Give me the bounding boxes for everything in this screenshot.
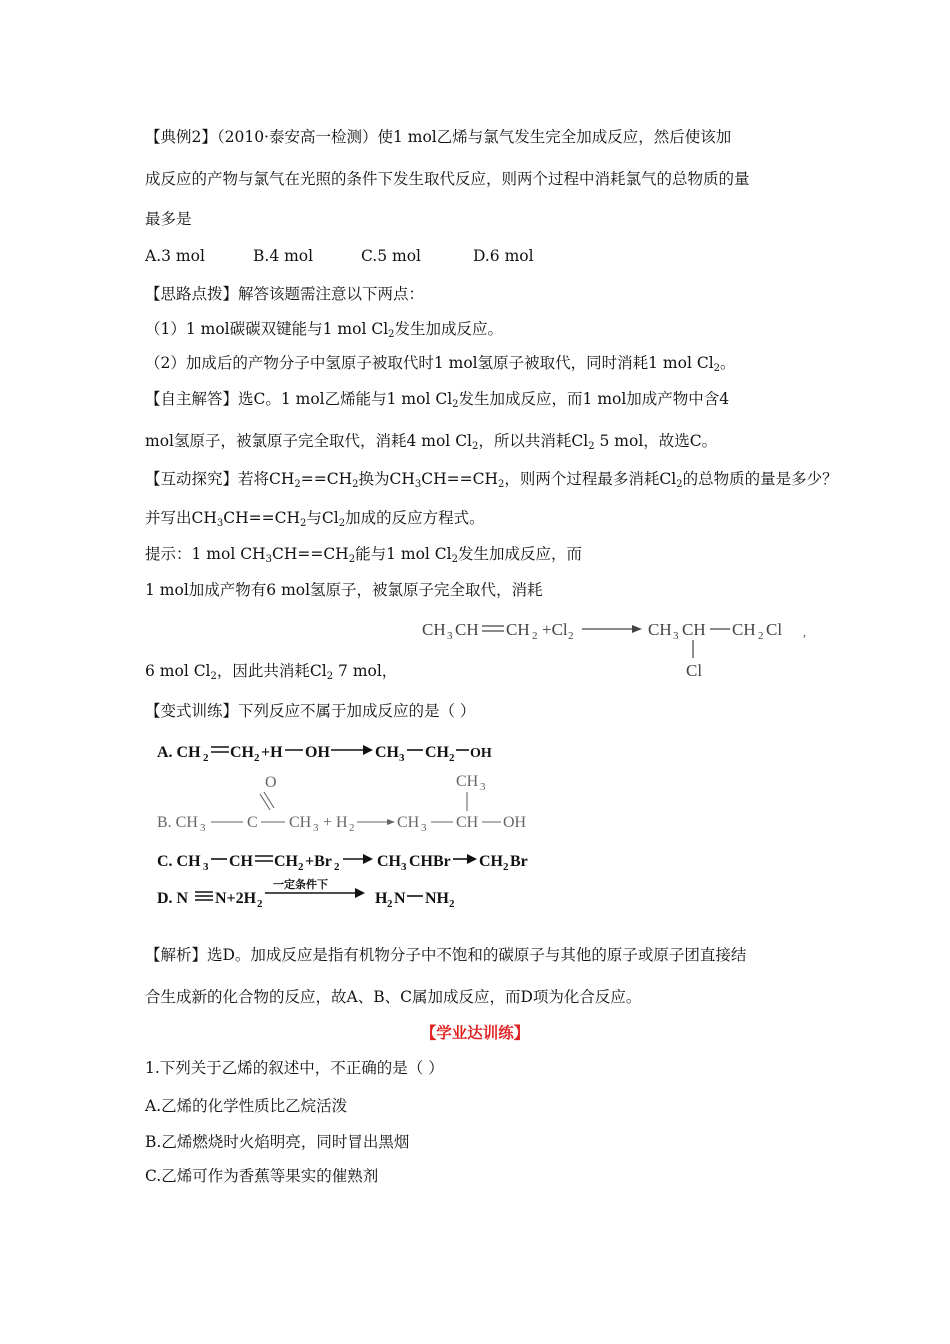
- svg-text:3: 3: [447, 630, 453, 642]
- svg-text:CH: CH: [289, 814, 312, 831]
- addition-equation-figure: [420, 614, 815, 684]
- choice-a: A.3 mol: [145, 247, 205, 265]
- svg-text:B. CH: B. CH: [157, 814, 198, 831]
- analysis-line-1: 【解析】选D。加成反应是指有机物分子中不饱和的碳原子与其他的原子或原子团直接结: [145, 946, 747, 964]
- svg-text:2: 2: [257, 898, 263, 910]
- variant-option-c: [157, 846, 537, 874]
- choice-d: D.6 mol: [473, 247, 534, 265]
- section-title: 【学业达训练】: [420, 1023, 530, 1042]
- svg-text:2: 2: [334, 861, 340, 873]
- svg-text:C. CH: C. CH: [157, 853, 201, 870]
- svg-text:OH: OH: [503, 814, 527, 831]
- svg-text:CH: CH: [456, 773, 479, 790]
- svg-text:CH: CH: [422, 620, 446, 639]
- svg-text:CH: CH: [682, 620, 706, 639]
- svg-text:3: 3: [313, 822, 319, 834]
- choice-c: C.5 mol: [361, 247, 422, 265]
- svg-text:3: 3: [200, 822, 206, 834]
- svg-text:CH: CH: [397, 814, 420, 831]
- explore-line-3: 提示：1 mol $CH_3CH==CH_2$能与1 mol $Cl_2$发生加成反应，而: [145, 545, 582, 565]
- svg-text:2: 2: [532, 630, 538, 642]
- explore-line-4: 1 mol加成产物有6 mol氢原子，被氯原子完全取代，消耗: [145, 581, 543, 599]
- svg-text:+Cl: +Cl: [542, 620, 568, 639]
- svg-text:CH: CH: [455, 620, 479, 639]
- svg-text:C: C: [247, 814, 258, 831]
- svg-text:CH: CH: [230, 744, 254, 761]
- svg-text:CH: CH: [506, 620, 530, 639]
- svg-text:3: 3: [673, 630, 679, 642]
- svg-text:Cl: Cl: [766, 620, 783, 639]
- svg-text:2: 2: [203, 752, 209, 764]
- svg-text:+ H: + H: [323, 814, 348, 831]
- svg-text:N: N: [394, 890, 406, 907]
- svg-text:2: 2: [568, 630, 574, 642]
- question-1-option-a: A.乙烯的化学性质比乙烷活泼: [145, 1097, 348, 1115]
- svg-text:3: 3: [480, 781, 486, 793]
- example-line-3: 最多是: [145, 210, 192, 228]
- svg-text:CHBr: CHBr: [409, 853, 451, 870]
- variant-option-b: [157, 766, 547, 836]
- analysis-line-2: 合生成新的化合物的反应，故A、B、C属加成反应，而D项为化合反应。: [145, 988, 642, 1006]
- svg-text:CH: CH: [648, 620, 672, 639]
- explore-line-1: 【互动探究】若将$CH_2==CH_2$换为$CH_3CH==CH_2$，则两个过程最多消耗$Cl_2$的总物质的量是多少？: [145, 470, 838, 490]
- svg-text:CH: CH: [377, 853, 401, 870]
- svg-text:2: 2: [449, 898, 455, 910]
- svg-text:2: 2: [254, 752, 260, 764]
- svg-text:3: 3: [421, 822, 427, 834]
- svg-text:CH: CH: [732, 620, 756, 639]
- svg-text:D. N: D. N: [157, 890, 189, 907]
- hint-point-2: （2）加成后的产物分子中氢原子被取代时1 mol氢原子被取代，同时消耗1 mol $Cl_2$。: [145, 354, 736, 374]
- variant-title: 【变式训练】下列反应不属于加成反应的是（ ）: [145, 702, 476, 720]
- variant-option-d: [157, 875, 457, 911]
- svg-text:2: 2: [758, 630, 764, 642]
- svg-text:CH: CH: [274, 853, 298, 870]
- svg-text:+H: +H: [261, 744, 283, 761]
- svg-text:3: 3: [399, 752, 405, 764]
- svg-text:OH: OH: [470, 746, 492, 761]
- svg-text:CH: CH: [375, 744, 399, 761]
- explore-line-5: 6 mol $Cl_2$，因此共消耗$Cl_2$ 7 mol，: [145, 662, 398, 682]
- hint-title: 【思路点拨】解答该题需注意以下两点：: [145, 285, 425, 303]
- explore-line-2: 并写出$CH_3CH==CH_2$与$Cl_2$加成的反应方程式。: [145, 509, 485, 529]
- svg-text:Cl: Cl: [686, 661, 703, 680]
- answer-line-2: mol氢原子，被氯原子完全取代，消耗4 mol $Cl_2$，所以共消耗$Cl_2$ 5 mol，故选C。: [145, 432, 718, 452]
- example-choices: [145, 245, 534, 267]
- question-1-stem: 1.下列关于乙烯的叙述中，不正确的是（ ）: [145, 1059, 444, 1077]
- svg-text:CH: CH: [456, 814, 479, 831]
- example-line-2: 成反应的产物与氯气在光照的条件下发生取代反应，则两个过程中消耗氯气的总物质的量: [145, 170, 750, 188]
- hint-point-1: （1）1 mol碳碳双键能与1 mol $Cl_2$发生加成反应。: [145, 320, 504, 340]
- svg-text:A. CH: A. CH: [157, 744, 201, 761]
- svg-text:3: 3: [401, 861, 407, 873]
- svg-text:CH: CH: [479, 853, 503, 870]
- svg-text:,: ,: [803, 625, 806, 639]
- svg-text:2: 2: [503, 861, 509, 873]
- choice-b: B.4 mol: [253, 247, 314, 265]
- svg-text:NH: NH: [425, 890, 449, 907]
- example-line-1: 【典例2】（2010·泰安高一检测）使1 mol乙烯与氯气发生完全加成反应，然后使该加: [145, 128, 732, 146]
- svg-text:H: H: [375, 890, 388, 907]
- variant-option-a: [157, 737, 492, 765]
- question-1-option-b: B.乙烯燃烧时火焰明亮，同时冒出黑烟: [145, 1133, 410, 1151]
- svg-text:N+2H: N+2H: [215, 890, 257, 907]
- svg-text:3: 3: [203, 861, 209, 873]
- svg-text:2: 2: [349, 822, 355, 834]
- svg-text:2: 2: [449, 752, 455, 764]
- svg-text:OH: OH: [305, 744, 330, 761]
- svg-text:CH: CH: [425, 744, 449, 761]
- reaction-condition: 一定条件下: [273, 879, 328, 891]
- question-1-option-c: C.乙烯可作为香蕉等果实的催熟剂: [145, 1167, 379, 1185]
- answer-line-1: 【自主解答】选C。1 mol乙烯能与1 mol $Cl_2$发生加成反应，而1 mol加成产物中含4: [145, 390, 730, 410]
- svg-text:Br: Br: [510, 853, 528, 870]
- svg-text:2: 2: [298, 861, 304, 873]
- svg-text:CH: CH: [229, 853, 253, 870]
- svg-text:O: O: [265, 774, 277, 791]
- svg-text:2: 2: [387, 898, 393, 910]
- svg-text:+Br: +Br: [305, 853, 332, 870]
